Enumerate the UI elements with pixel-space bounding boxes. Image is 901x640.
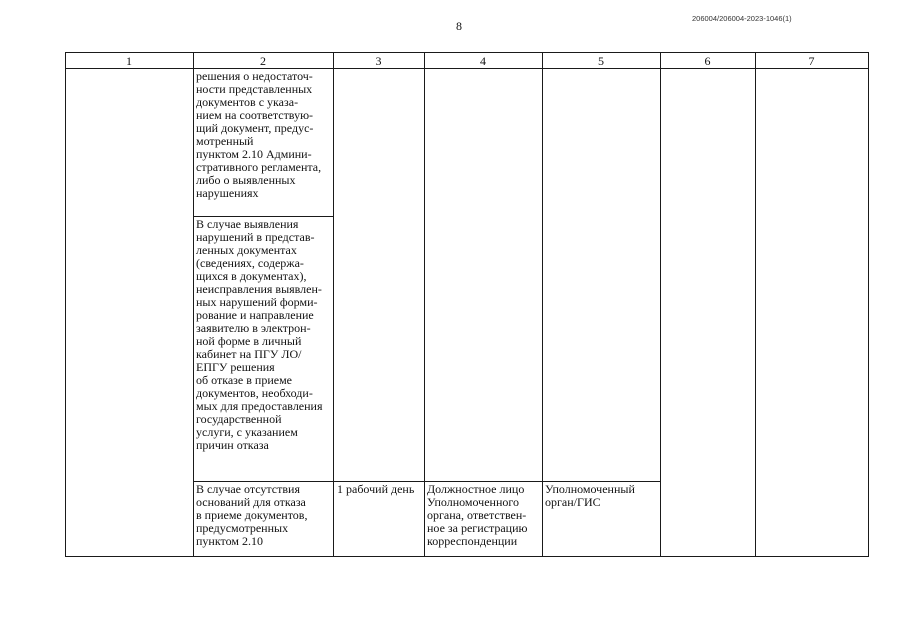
column-number-1: 1 xyxy=(126,54,132,68)
col-4-left-border xyxy=(424,52,425,557)
table-cell-row3-col4: Должностное лицо Уполномоченного органа, ответствен- ное за регистрацию корреспонденции xyxy=(427,482,528,548)
table-cell-row3-col3: 1 рабочий день xyxy=(337,482,415,496)
page-number: 8 xyxy=(456,19,462,33)
col-3-left-border xyxy=(333,52,334,557)
col-7-right-border xyxy=(868,52,869,557)
col-2-left-border xyxy=(193,52,194,557)
header-row-border xyxy=(65,68,869,69)
column-number-3: 3 xyxy=(375,54,382,68)
table-top-border xyxy=(65,52,869,53)
table-bottom-border xyxy=(65,556,869,557)
column-number-6: 6 xyxy=(704,54,711,68)
column-number-5: 5 xyxy=(598,54,604,68)
column-number-4: 4 xyxy=(480,54,486,68)
table-cell-row1-col2: решения о недостаточ- ности представленных документов с указа- нием на соответствую- щий документ, предус- мотренный пунктом 2.10 Админи- стративного регламента, либо о выявленных нарушениях xyxy=(196,69,322,200)
column-number-7: 7 xyxy=(808,54,815,68)
col-6-left-border xyxy=(660,52,661,557)
table-cell-row3-col5: Уполномоченный орган/ГИС xyxy=(545,482,635,509)
col-5-left-border xyxy=(542,52,543,557)
document-id: 206004/206004-2023-1046(1) xyxy=(692,14,792,23)
col-1-left-border xyxy=(65,52,66,557)
table-cell-row3-col2: В случае отсутствия оснований для отказа в приеме документов, предусмотренных пунктом 2.10 xyxy=(196,482,308,548)
column-number-2: 2 xyxy=(260,54,266,68)
col-7-left-border xyxy=(755,52,756,557)
table-cell-row2-col2: В случае выявления нарушений в представ- ленных документах (сведениях, содержа- щихся в документах), неисправления выявлен- ных нарушений форми- рование и направление заявителю в электрон- ной форме в личный кабинет на ПГУ ЛО/ ЕПГУ решения об отказе в приеме документов, необходи- мых для предоставления государственной услуги, с указанием причин отказа xyxy=(196,217,323,452)
